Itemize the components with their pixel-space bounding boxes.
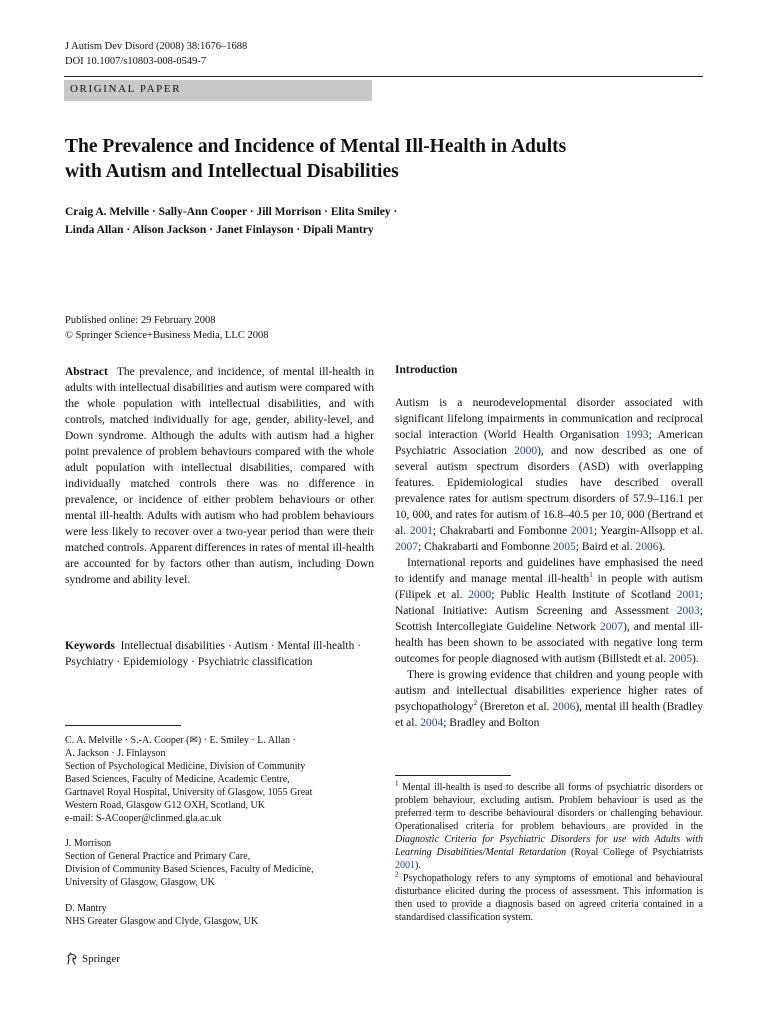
citation-link[interactable]: 2007 bbox=[395, 541, 418, 553]
footnote-text: Psychopathology refers to any symptoms of emotional and behavioural disturbance elicited during the process of assessment. This information is then used to provide a diagnosis based on agreed criteria contained in a standardised classification system. bbox=[395, 873, 703, 923]
text-run: ), mental ill health (Bradley et al. bbox=[395, 701, 703, 729]
footnote-1 bbox=[395, 781, 703, 872]
keywords bbox=[65, 638, 374, 670]
text-run: ; Scottish Intercollegiate Guideline Network bbox=[395, 605, 703, 633]
citation-link[interactable]: 2001 bbox=[395, 860, 415, 871]
text-run: ; Chakrabarti and Fombonne bbox=[432, 525, 571, 537]
footnote-marker[interactable]: 1 bbox=[589, 571, 593, 580]
citation-link[interactable]: 2001 bbox=[570, 525, 594, 537]
author-list bbox=[65, 203, 705, 239]
journal-citation: J Autism Dev Disord (2008) 38:1676–1688 bbox=[65, 41, 248, 52]
intro-paragraph-2 bbox=[395, 555, 703, 667]
article-title bbox=[65, 134, 705, 184]
text-run: ; Public Health Institute of Scotland bbox=[491, 589, 677, 601]
affiliation-line: Division of Community Based Sciences, Faculty of Medicine, bbox=[65, 864, 314, 875]
text-run: (Brereton et al. bbox=[477, 701, 553, 713]
citation-link[interactable]: 2001 bbox=[676, 589, 700, 601]
text-run: ), and mental ill-health has been shown to be associated with negative long term outcomes for people diagnosed with autism (Billstedt et al. bbox=[395, 621, 703, 665]
intro-paragraph-1 bbox=[395, 395, 703, 555]
citation-link[interactable]: 2000 bbox=[468, 589, 492, 601]
text-run: ; Bradley and Bolton bbox=[443, 717, 540, 729]
title-line-2: with Autism and Intellectual Disabilities bbox=[65, 161, 399, 182]
footnote-text: (Royal College of Psychiatrists bbox=[566, 847, 703, 858]
affiliation-group-2 bbox=[65, 837, 374, 889]
text-run: ). bbox=[692, 653, 699, 665]
copyright: © Springer Science+Business Media, LLC 2008 bbox=[65, 330, 269, 341]
publisher-footer bbox=[65, 952, 120, 966]
keywords-text: Intellectual disabilities · Autism · Mental ill-health · Psychiatry · Epidemiology · Psychiatric classification bbox=[65, 640, 362, 668]
citation-link[interactable]: 2001 bbox=[409, 525, 433, 537]
header-rule bbox=[64, 76, 703, 77]
abstract bbox=[65, 364, 374, 588]
affiliation-name: J. Morrison bbox=[65, 838, 112, 849]
affiliation-line: Gartnavel Royal Hospital, University of Glasgow, 1055 Great bbox=[65, 787, 313, 798]
text-run: in people with autism (Filipek et al. bbox=[395, 573, 703, 601]
footnote-text: Mental ill-health is used to describe all forms of psychiatric disorders or problem behaviour, excluding autism. Problem behaviour is used as the preferred term to describe behavioural disorders or challenging behaviour. Operationalised criteria for problem behaviours are provided in the bbox=[395, 782, 703, 832]
text-run: ). bbox=[658, 541, 666, 553]
affiliation-line: NHS Greater Glasgow and Clyde, Glasgow, UK bbox=[65, 916, 259, 927]
footnotes bbox=[395, 781, 703, 924]
paper-type-label: ORIGINAL PAPER bbox=[70, 83, 182, 95]
citation-link[interactable]: 2003 bbox=[676, 605, 700, 617]
footnote-2 bbox=[395, 872, 703, 924]
text-run: ; Chakrabarti and Fombonne bbox=[418, 541, 553, 553]
introduction-body bbox=[395, 395, 703, 731]
citation-link[interactable]: 2000 bbox=[514, 445, 538, 457]
affiliation-name: D. Mantry bbox=[65, 903, 107, 914]
text-run: ; National Initiative: Autism Screening and Assessment bbox=[395, 589, 703, 617]
introduction-heading: Introduction bbox=[395, 364, 458, 376]
footnote-number: 2 bbox=[395, 870, 399, 879]
citation-link[interactable]: 1993 bbox=[625, 429, 649, 441]
text-run: ; American Psychiatric Association bbox=[395, 429, 703, 457]
affiliation-names bbox=[65, 734, 374, 747]
authors-line-1: Craig A. Melville · Sally-Ann Cooper · Jill Morrison · Elita Smiley · bbox=[65, 206, 398, 218]
publisher-name: Springer bbox=[82, 953, 120, 965]
doi: DOI 10.1007/s10803-008-0549-7 bbox=[65, 56, 207, 67]
text-run: ; Yeargin-Allsopp et al. bbox=[593, 525, 704, 537]
springer-horse-icon bbox=[65, 952, 79, 966]
keywords-label: Keywords bbox=[65, 640, 115, 652]
text-run: ; Baird et al. bbox=[575, 541, 636, 553]
text-run: ), and now described as one of several autism spectrum disorders (ASD) with overlapping features. Epidemiological studies have described overall prevalence rates for autism spectrum disorders of 57.9–116.1 per 10, 000, and rates for autism of 16.8–40.5 per 10, 000 (Bertrand et al. bbox=[395, 445, 703, 537]
authors-line-2: Linda Allan · Alison Jackson · Janet Finlayson · Dipali Mantry bbox=[65, 224, 374, 236]
affiliation-line: Section of Psychological Medicine, Division of Community bbox=[65, 761, 306, 772]
citation-link[interactable]: 2004 bbox=[420, 717, 444, 729]
footnote-marker[interactable]: 2 bbox=[473, 699, 478, 708]
intro-paragraph-3 bbox=[395, 667, 703, 731]
affiliation-line: University of Glasgow, Glasgow, UK bbox=[65, 877, 215, 888]
footnote-rule bbox=[395, 775, 511, 776]
affiliation-group-3 bbox=[65, 902, 374, 928]
text-run: International reports and guidelines have emphasised the need to identify and manage mental ill-health bbox=[395, 557, 703, 585]
footnote-text: ). bbox=[415, 860, 421, 871]
text-run: Autism is a neurodevelopmental disorder associated with significant lifelong impairments in communication and reciprocal social interaction (World Health Organisation bbox=[395, 397, 703, 441]
title-line-1: The Prevalence and Incidence of Mental Ill-Health in Adults bbox=[65, 136, 567, 157]
affiliation-names-b: ) · E. Smiley · L. Allan · bbox=[197, 735, 296, 746]
affiliation-line: Western Road, Glasgow G12 OXH, Scotland, UK bbox=[65, 800, 265, 811]
affiliation-line: Based Sciences, Faculty of Medicine, Academic Centre, bbox=[65, 774, 290, 785]
affiliation-names-c: A. Jackson · J. Finlayson bbox=[65, 748, 166, 759]
abstract-text: The prevalence, and incidence, of mental ill-health in adults with intellectual disabilities and autism were compared with the whole population with intellectual disabilities, and with controls, matched individually for age, gender, ability-level, and Down syndrome. Although the adults with autism had a higher point prevalence of problem behaviours compared with the whole adult population with intellectual disabilities, compared with individually matched controls there was no difference in prevalence, or incidence of either problem behaviours or other mental ill-health. Adults with autism who had problem behaviours were less likely to recover over a two-year period than were their matched controls. Apparent differences in rates of mental ill-health are accounted for by factors other than autism, including Down syndrome and ability level. bbox=[65, 366, 374, 586]
affiliation-group-1 bbox=[65, 734, 374, 825]
footnote-number: 1 bbox=[395, 779, 399, 788]
footnote-italic-title: Diagnostic Criteria for Psychiatric Disorders for use with Adults with Learning Disabilities/Mental Retardation bbox=[395, 834, 703, 858]
publication-info bbox=[65, 313, 268, 343]
citation-link[interactable]: 2007 bbox=[600, 621, 624, 633]
text-run: There is growing evidence that children and young people with autism and intellectual disabilities experience higher rates of psychopathology bbox=[395, 669, 703, 713]
corresponding-email[interactable]: e-mail: S-ACooper@clinmed.gla.ac.uk bbox=[65, 813, 222, 824]
citation-link[interactable]: 2006 bbox=[635, 541, 659, 553]
affiliations-rule bbox=[65, 725, 181, 726]
envelope-icon: ✉ bbox=[189, 735, 198, 746]
citation-link[interactable]: 2005 bbox=[552, 541, 576, 553]
citation-link[interactable]: 2006 bbox=[552, 701, 576, 713]
published-online: Published online: 29 February 2008 bbox=[65, 315, 216, 326]
abstract-label: Abstract bbox=[65, 366, 108, 378]
affiliation-line: Section of General Practice and Primary Care, bbox=[65, 851, 251, 862]
citation-link[interactable]: 2005 bbox=[669, 653, 693, 665]
affiliation-names-a: C. A. Melville · S.-A. Cooper ( bbox=[65, 735, 190, 746]
